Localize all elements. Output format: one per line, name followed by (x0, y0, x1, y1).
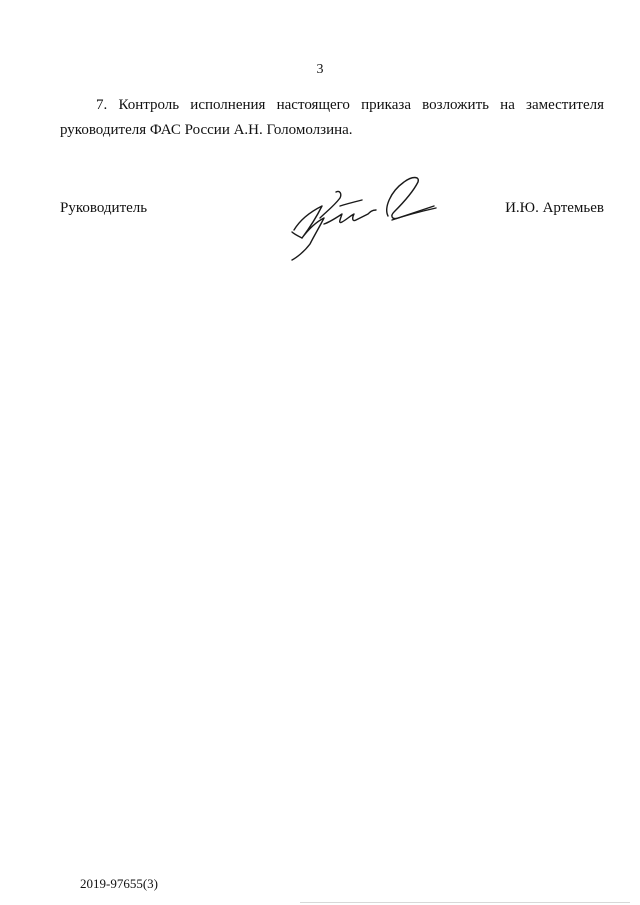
scan-edge-line (300, 902, 630, 903)
signer-name: И.Ю. Артемьев (505, 200, 604, 216)
signer-title: Руководитель (60, 200, 148, 216)
document-number: 2019-97655(3) (80, 876, 158, 891)
page-number: 3 (316, 62, 324, 77)
handwritten-signature (280, 166, 440, 262)
order-paragraph-7: 7. Контроль исполнения настоящего приказа возложить на заместителя руководителя ФАС России А.Н. Голомолзина. (60, 97, 604, 138)
